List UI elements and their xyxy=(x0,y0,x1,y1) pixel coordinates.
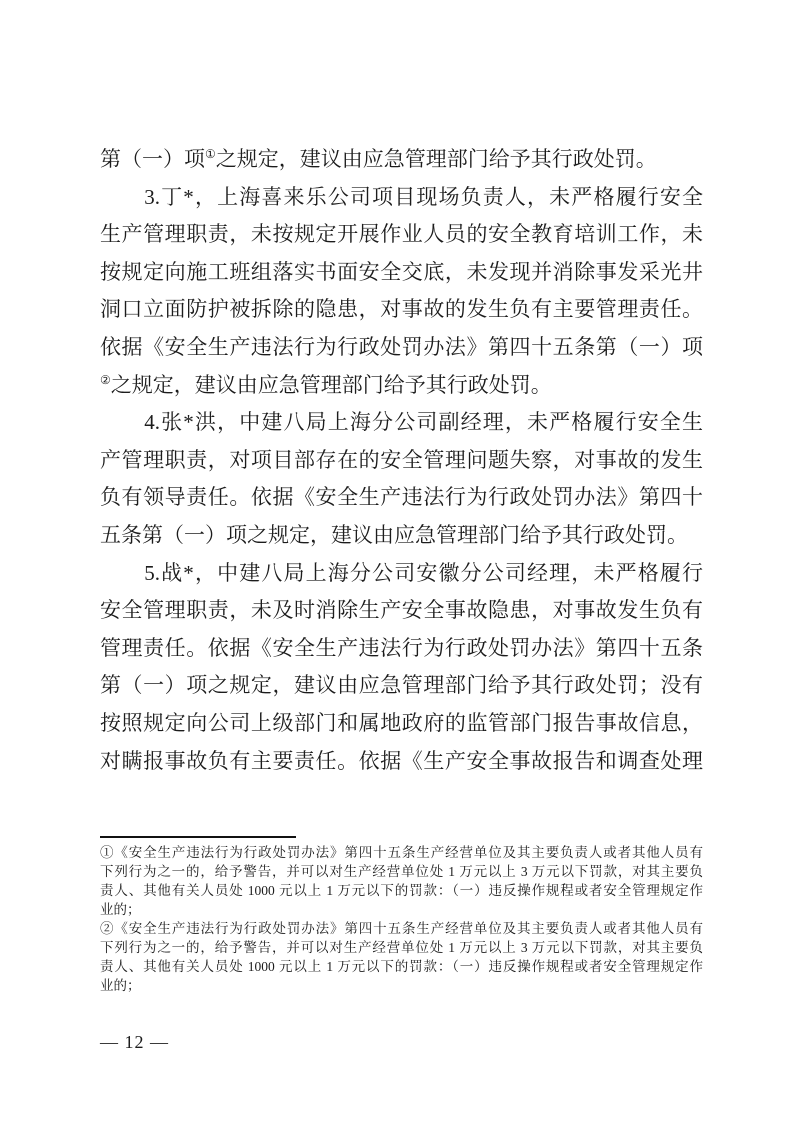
body-text xyxy=(100,141,703,780)
text-line xyxy=(100,517,703,555)
text-run: 生产管理职责，未按规定开展作业人员的安全教育培训工作，未 xyxy=(100,222,703,247)
text-run: 管理责任。依据《安全生产违法行为行政处罚办法》第四十五条 xyxy=(100,635,703,660)
text-run: 第（一）项之规定，建议由应急管理部门给予其行政处罚；没有 xyxy=(100,673,703,698)
text-run: 3.丁*，上海喜来乐公司项目现场负责人，未严格履行安全 xyxy=(100,184,703,209)
text-line xyxy=(100,291,703,329)
text-run: 业的； xyxy=(100,902,141,917)
text-run: ②《安全生产违法行为行政处罚办法》第四十五条生产经营单位及其主要负责人或者其他人员有 xyxy=(100,921,703,936)
text-run: 业的； xyxy=(100,978,141,993)
text-run: 负有领导责任。依据《安全生产违法行为行政处罚办法》第四十 xyxy=(100,485,703,510)
page-number: — 12 — xyxy=(100,1032,169,1052)
text-run: 产管理职责，对项目部存在的安全管理问题失察，对事故的发生 xyxy=(100,447,703,472)
text-line xyxy=(100,976,703,995)
text-line xyxy=(100,862,703,881)
text-run: 下列行为之一的，给予警告，并可以对生产经营单位处 1 万元以上 3 万元以下罚款，对其主要负 xyxy=(100,940,703,955)
footnote-separator xyxy=(100,836,296,838)
text-run: 五条第（一）项之规定，建议由应急管理部门给予其行政处罚。 xyxy=(100,522,688,547)
text-line xyxy=(100,919,703,938)
text-line xyxy=(100,881,703,900)
text-run: 按规定向施工班组落实书面安全交底，未发现并消除事发采光井 xyxy=(100,259,703,284)
text-line xyxy=(100,216,703,254)
footnotes xyxy=(100,843,703,995)
text-line xyxy=(100,479,703,517)
text-line xyxy=(100,743,703,781)
text-line xyxy=(100,667,703,705)
text-line xyxy=(100,179,703,217)
footnote-ref-superscript: ① xyxy=(205,147,216,161)
text-line xyxy=(100,141,703,179)
text-line xyxy=(100,254,703,292)
text-line xyxy=(100,555,703,593)
text-run: 责人、其他有关人员处 1000 元以上 1 万元以下的罚款：（一）违反操作规程或者安全管理规定作 xyxy=(100,883,703,898)
text-run: 之规定，建议由应急管理部门给予其行政处罚。 xyxy=(110,372,552,397)
text-run: 下列行为之一的，给予警告，并可以对生产经营单位处 1 万元以上 3 万元以下罚款，对其主要负 xyxy=(100,864,703,879)
text-line xyxy=(100,442,703,480)
text-run: 第（一）项 xyxy=(100,147,205,171)
text-run: 安全管理职责，未及时消除生产安全事故隐患，对事故发生负有 xyxy=(100,598,703,623)
text-run: 之规定，建议由应急管理部门给予其行政处罚。 xyxy=(215,147,657,171)
footnote-ref-superscript: ② xyxy=(100,372,111,387)
text-run: 责人、其他有关人员处 1000 元以上 1 万元以下的罚款：（一）违反操作规程或者安全管理规定作 xyxy=(100,959,703,974)
text-line xyxy=(100,367,703,405)
text-run: 按照规定向公司上级部门和属地政府的监管部门报告事故信息， xyxy=(100,710,703,735)
text-line xyxy=(100,630,703,668)
text-run: 对瞒报事故负有主要责任。依据《生产安全事故报告和调查处理 xyxy=(100,748,703,773)
text-line xyxy=(100,900,703,919)
text-line xyxy=(100,592,703,630)
text-run: 洞口立面防护被拆除的隐患，对事故的发生负有主要管理责任。 xyxy=(100,297,703,322)
text-line xyxy=(100,404,703,442)
text-run: 4.张*洪，中建八局上海分公司副经理，未严格履行安全生 xyxy=(100,410,703,435)
text-run: ①《安全生产违法行为行政处罚办法》第四十五条生产经营单位及其主要负责人或者其他人员有 xyxy=(100,845,703,860)
text-line xyxy=(100,938,703,957)
text-line xyxy=(100,329,703,367)
text-run: 依据《安全生产违法行为行政处罚办法》第四十五条第（一）项 xyxy=(100,334,703,359)
text-line xyxy=(100,957,703,976)
text-line xyxy=(100,705,703,743)
text-line xyxy=(100,843,703,862)
text-run: 5.战*，中建八局上海分公司安徽分公司经理，未严格履行 xyxy=(100,560,703,585)
